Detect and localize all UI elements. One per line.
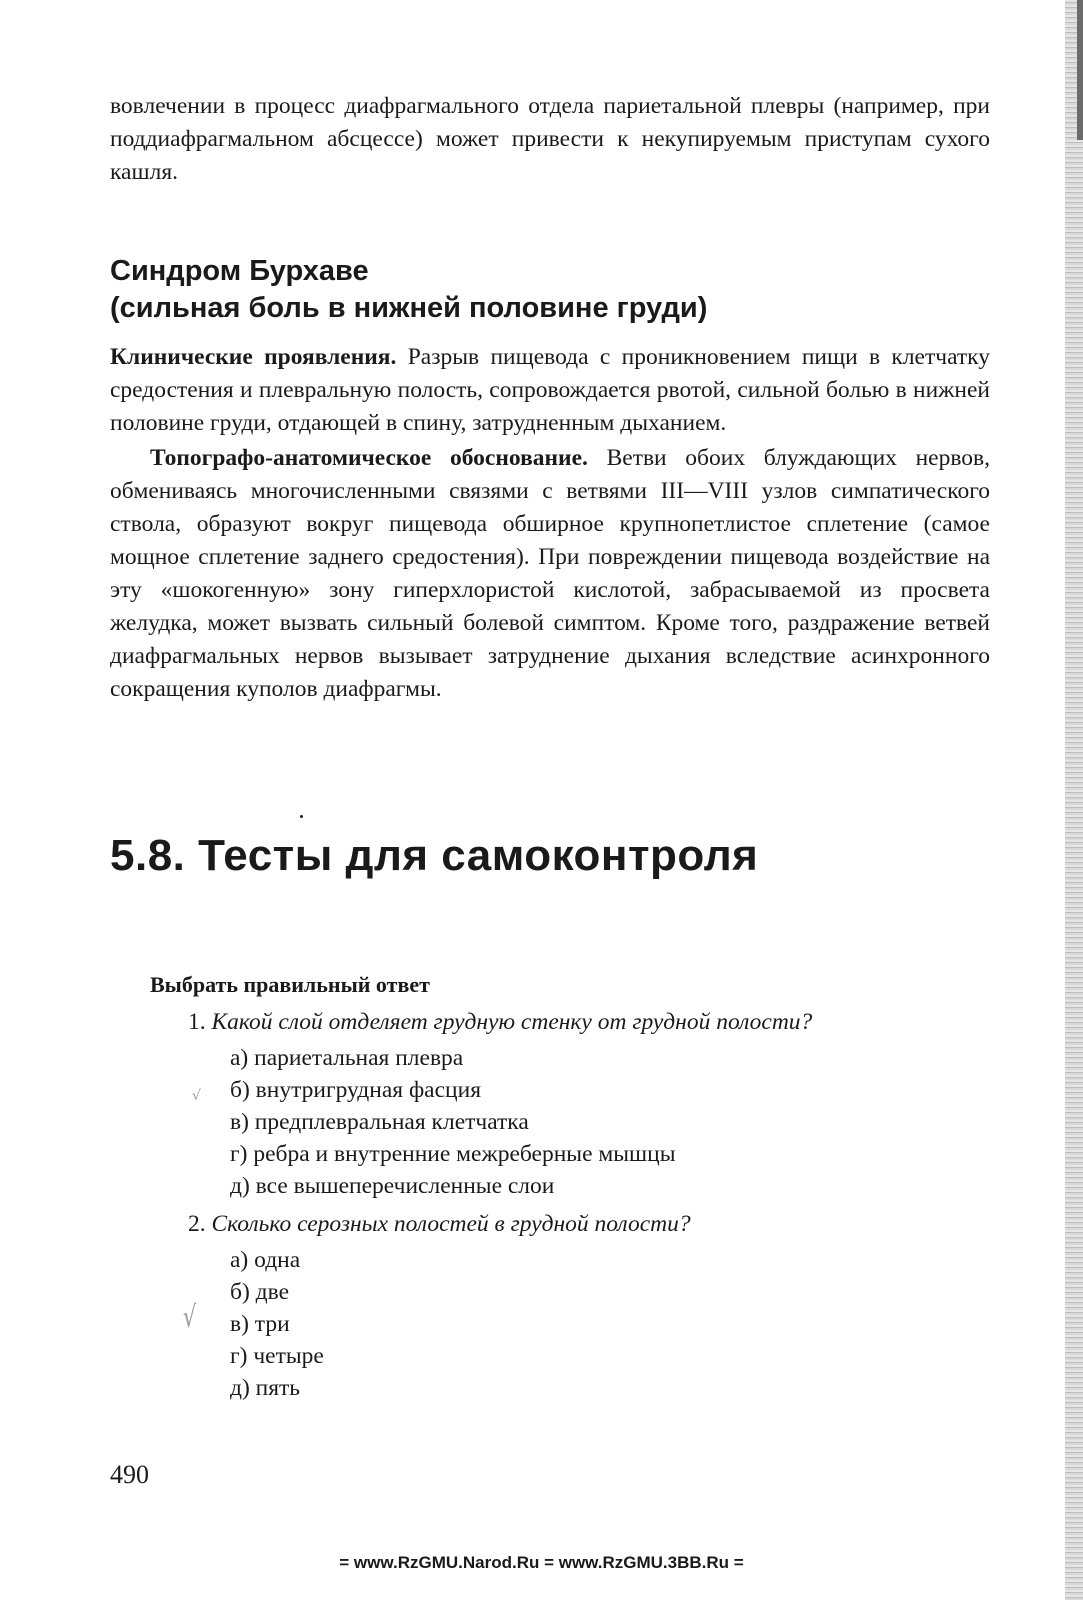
q2-option-c-text: в) три (230, 1311, 290, 1337)
footer-watermark: = www.RzGMU.Narod.Ru = www.RzGMU.3BB.Ru = (339, 1553, 744, 1572)
topo-text: Ветви обоих блуждающих нервов, обмениваясь многочисленными связями с ветвями III—VIII узлов симпатического ствола, образуют вокруг пищевода обширное крупнопетлистое сплетение (самое мощное сплетение заднего средостения). При повреждении пищевода воздействие на эту «шокогенную» зону гиперхлористой кислотой, забрасываемой из просвета желудка, может вызвать сильный болевой симптом. Кроме того, раздражение ветвей диафрагмальных нервов вызывает затруднение дыхания вследствие асинхронного сокращения куполов диафрагмы. (110, 445, 991, 702)
page-edge-shadow (1077, 0, 1083, 140)
q1-option-a: а) париетальная плевра (230, 1045, 464, 1071)
q1-option-d: г) ребра и внутренние межреберные мышцы (230, 1141, 676, 1167)
question-1-num: 1. (188, 1009, 206, 1035)
question-2 (150, 1208, 990, 1240)
clinical-paragraph (110, 341, 990, 440)
page-body (110, 90, 990, 706)
question-2-options (150, 1244, 990, 1404)
instruction: Выбрать правильный ответ (150, 972, 430, 997)
stray-dot (300, 815, 303, 818)
question-2-num: 2. (188, 1211, 206, 1237)
syndrome-title-line1: Синдром Бурхаве (110, 255, 369, 287)
q1-option-b (192, 1074, 990, 1106)
syndrome-title-line2: (сильная боль в нижней половине груди) (110, 292, 708, 324)
check-mark-icon: √ (182, 1300, 197, 1335)
clinical-label: Клинические проявления. (110, 344, 397, 370)
q2-option-c (182, 1300, 990, 1340)
page-edge (1065, 0, 1083, 1600)
check-mark-icon: √ (192, 1088, 201, 1104)
q2-option-b: б) две (230, 1279, 290, 1305)
q2-option-d: г) четыре (230, 1343, 324, 1369)
page-number: 490 (110, 1460, 149, 1489)
question-1-options (150, 1042, 990, 1202)
intro-paragraph: вовлечении в процесс диафрагмального отдела париетальной плевры (например, при поддиафрагмальном абсцессе) может привести к некупируемым приступам сухого кашля. (110, 93, 990, 185)
clinical-text: Разрыв пищевода с проникновением пищи в клетчатку средостения и плевральную полость, сопровождается рвотой, сильной болью в нижней половине груди, отдающей в спину, затрудненным дыханием. (110, 344, 991, 436)
topo-label: Топографо-анатомическое обоснование. (150, 445, 588, 471)
tests-block (150, 970, 990, 1410)
q1-option-c: в) предплевральная клетчатка (230, 1109, 529, 1135)
q1-option-b-text: б) внутригрудная фасция (230, 1077, 482, 1103)
question-1 (150, 1006, 990, 1038)
question-2-text: Сколько серозных полостей в грудной полости? (211, 1211, 691, 1237)
q1-option-e: д) все вышеперечисленные слои (230, 1173, 555, 1199)
q2-option-e: д) пять (230, 1375, 301, 1401)
section-title: 5.8. Тесты для самоконтроля (110, 831, 759, 880)
question-1-text: Какой слой отделяет грудную стенку от грудной полости? (211, 1009, 813, 1035)
syndrome-title (110, 253, 990, 327)
q2-option-a: а) одна (230, 1247, 301, 1273)
topo-paragraph (110, 442, 990, 706)
